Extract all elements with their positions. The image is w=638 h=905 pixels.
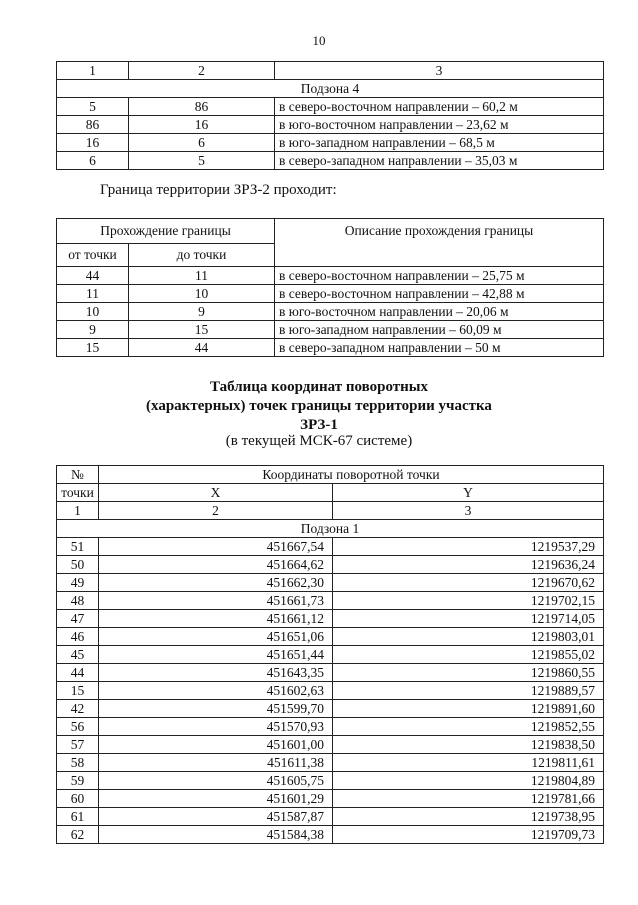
table-row	[57, 303, 604, 321]
description-cell: в северо-западном направлении – 35,03 м	[275, 152, 604, 170]
table-row	[57, 538, 604, 556]
point-number-cell: 45	[57, 646, 99, 664]
table-header-row	[57, 62, 604, 80]
from-point-cell: 86	[57, 116, 129, 134]
x-coordinate-cell: 451584,38	[99, 826, 333, 844]
to-point-cell: 9	[129, 303, 275, 321]
point-number-cell: 46	[57, 628, 99, 646]
to-point-cell: 15	[129, 321, 275, 339]
from-point-cell: 11	[57, 285, 129, 303]
header-passage: Прохождение границы	[57, 219, 275, 244]
table-row	[57, 646, 604, 664]
table-row	[57, 152, 604, 170]
point-number-cell: 57	[57, 736, 99, 754]
description-cell: в северо-восточном направлении – 42,88 м	[275, 285, 604, 303]
table-row	[57, 808, 604, 826]
table-row	[57, 700, 604, 718]
header-x: X	[99, 484, 333, 502]
table-title-line-2: (характерных) точек границы территории участка	[146, 398, 492, 414]
x-coordinate-cell: 451599,70	[99, 700, 333, 718]
table-row	[57, 321, 604, 339]
x-coordinate-cell: 451664,62	[99, 556, 333, 574]
table-row	[57, 754, 604, 772]
column-number: 3	[333, 502, 604, 520]
y-coordinate-cell: 1219838,50	[333, 736, 604, 754]
x-coordinate-cell: 451661,73	[99, 592, 333, 610]
table-row	[57, 610, 604, 628]
table-body	[57, 538, 604, 844]
point-number-cell: 15	[57, 682, 99, 700]
description-cell: в юго-восточном направлении – 23,62 м	[275, 116, 604, 134]
point-number-cell: 44	[57, 664, 99, 682]
table-row	[57, 116, 604, 134]
point-number-cell: 61	[57, 808, 99, 826]
point-number-cell: 48	[57, 592, 99, 610]
table-row	[57, 267, 604, 285]
y-coordinate-cell: 1219537,29	[333, 538, 604, 556]
from-point-cell: 6	[57, 152, 129, 170]
header-from-point: от точки	[57, 244, 129, 267]
subzone4-boundary-table	[56, 61, 604, 170]
table-header-row	[57, 219, 604, 244]
point-number-cell: 47	[57, 610, 99, 628]
paragraph: Граница территории ЗРЗ-2 проходит:	[100, 182, 337, 198]
to-point-cell: 6	[129, 134, 275, 152]
x-coordinate-cell: 451570,93	[99, 718, 333, 736]
table-row	[57, 736, 604, 754]
to-point-cell: 11	[129, 267, 275, 285]
table-header-row	[57, 466, 604, 484]
x-coordinate-cell: 451601,00	[99, 736, 333, 754]
x-coordinate-cell: 451643,35	[99, 664, 333, 682]
point-number-cell: 42	[57, 700, 99, 718]
table-row	[57, 556, 604, 574]
coordinates-table	[56, 465, 604, 844]
point-number-cell: 59	[57, 772, 99, 790]
to-point-cell: 10	[129, 285, 275, 303]
description-cell: в северо-восточном направлении – 25,75 м	[275, 267, 604, 285]
y-coordinate-cell: 1219855,02	[333, 646, 604, 664]
table-row	[57, 772, 604, 790]
y-coordinate-cell: 1219852,55	[333, 718, 604, 736]
table-body	[57, 98, 604, 170]
x-coordinate-cell: 451611,38	[99, 754, 333, 772]
column-number: 2	[129, 62, 275, 80]
point-number-cell: 62	[57, 826, 99, 844]
y-coordinate-cell: 1219738,95	[333, 808, 604, 826]
x-coordinate-cell: 451667,54	[99, 538, 333, 556]
from-point-cell: 16	[57, 134, 129, 152]
column-number: 1	[57, 502, 99, 520]
subzone-row	[57, 520, 604, 538]
x-coordinate-cell: 451602,63	[99, 682, 333, 700]
table-row	[57, 790, 604, 808]
point-number-cell: 58	[57, 754, 99, 772]
header-y: Y	[333, 484, 604, 502]
y-coordinate-cell: 1219889,57	[333, 682, 604, 700]
y-coordinate-cell: 1219803,01	[333, 628, 604, 646]
point-number-cell: 51	[57, 538, 99, 556]
table-row	[57, 718, 604, 736]
x-coordinate-cell: 451661,12	[99, 610, 333, 628]
point-number-cell: 50	[57, 556, 99, 574]
column-number: 3	[275, 62, 604, 80]
y-coordinate-cell: 1219636,24	[333, 556, 604, 574]
table-title-line-1: Таблица координат поворотных	[209, 379, 429, 395]
table-row	[57, 592, 604, 610]
description-cell: в юго-западном направлении – 60,09 м	[275, 321, 604, 339]
point-number-cell: 56	[57, 718, 99, 736]
table-row	[57, 574, 604, 592]
x-coordinate-cell: 451605,75	[99, 772, 333, 790]
table-title-line-3: ЗРЗ-1	[300, 417, 338, 433]
table-row	[57, 339, 604, 357]
y-coordinate-cell: 1219804,89	[333, 772, 604, 790]
description-cell: в северо-восточном направлении – 60,2 м	[275, 98, 604, 116]
header-coordinates: Координаты поворотной точки	[99, 466, 604, 484]
point-number-cell: 49	[57, 574, 99, 592]
x-coordinate-cell: 451662,30	[99, 574, 333, 592]
column-number: 2	[99, 502, 333, 520]
table-row	[57, 826, 604, 844]
subzone-row	[57, 80, 604, 98]
page-number: 10	[312, 33, 326, 48]
from-point-cell: 10	[57, 303, 129, 321]
from-point-cell: 44	[57, 267, 129, 285]
description-cell: в северо-западном направлении – 50 м	[275, 339, 604, 357]
point-number-cell: 60	[57, 790, 99, 808]
table-row	[57, 628, 604, 646]
y-coordinate-cell: 1219781,66	[333, 790, 604, 808]
y-coordinate-cell: 1219709,73	[333, 826, 604, 844]
x-coordinate-cell: 451601,29	[99, 790, 333, 808]
column-number: 1	[57, 62, 129, 80]
y-coordinate-cell: 1219891,60	[333, 700, 604, 718]
table-row	[57, 682, 604, 700]
y-coordinate-cell: 1219714,05	[333, 610, 604, 628]
table-header-row	[57, 484, 604, 502]
zrz2-boundary-table	[56, 218, 604, 357]
description-cell: в юго-восточном направлении – 20,06 м	[275, 303, 604, 321]
table-subtitle: (в текущей МСК-67 системе)	[225, 433, 413, 449]
table-row	[57, 134, 604, 152]
header-to-point: до точки	[129, 244, 275, 267]
table-header-row	[57, 502, 604, 520]
table-row	[57, 664, 604, 682]
header-number-sign: №	[57, 466, 99, 484]
y-coordinate-cell: 1219670,62	[333, 574, 604, 592]
header-point: точки	[57, 484, 99, 502]
x-coordinate-cell: 451651,44	[99, 646, 333, 664]
to-point-cell: 86	[129, 98, 275, 116]
to-point-cell: 44	[129, 339, 275, 357]
x-coordinate-cell: 451651,06	[99, 628, 333, 646]
y-coordinate-cell: 1219702,15	[333, 592, 604, 610]
subzone-label: Подзона 4	[57, 80, 604, 98]
description-cell: в юго-западном направлении – 68,5 м	[275, 134, 604, 152]
table-row	[57, 98, 604, 116]
to-point-cell: 5	[129, 152, 275, 170]
to-point-cell: 16	[129, 116, 275, 134]
header-description: Описание прохождения границы	[275, 219, 604, 267]
table-body	[57, 267, 604, 357]
table-row	[57, 285, 604, 303]
x-coordinate-cell: 451587,87	[99, 808, 333, 826]
y-coordinate-cell: 1219811,61	[333, 754, 604, 772]
from-point-cell: 5	[57, 98, 129, 116]
from-point-cell: 15	[57, 339, 129, 357]
from-point-cell: 9	[57, 321, 129, 339]
y-coordinate-cell: 1219860,55	[333, 664, 604, 682]
subzone-label: Подзона 1	[57, 520, 604, 538]
